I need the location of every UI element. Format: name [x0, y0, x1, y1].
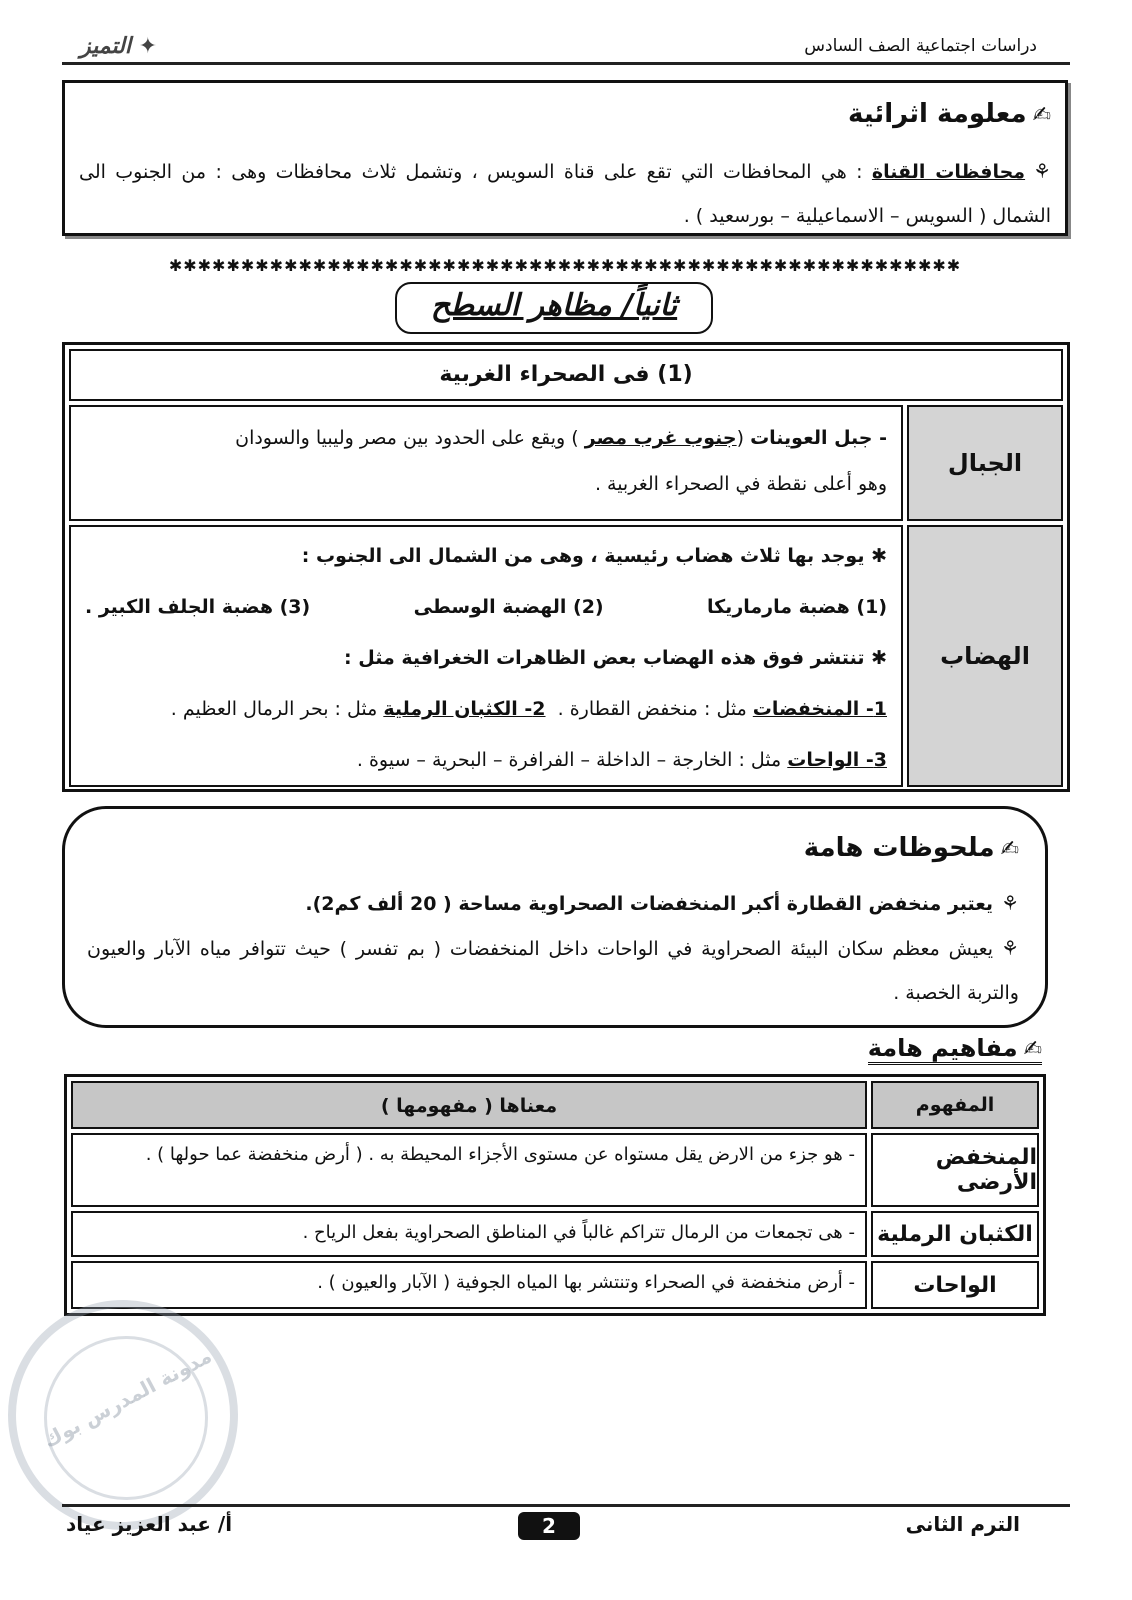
- plateaus-list: [85, 582, 887, 633]
- pen-icon: ✍: [1032, 103, 1051, 128]
- plateau-item: (2) الهضبة الوسطى: [413, 596, 604, 618]
- stamp-text: مدونة المدرس بوك: [39, 1343, 216, 1453]
- header-divider: [62, 62, 1070, 65]
- phenomena-line-2: 3- الواحات مثل : الخارجة – الداخلة – الفرافرة – البحرية – سيوة .: [356, 749, 887, 771]
- concept-meaning: - هى تجمعات من الرمال تتراكم غالباً في المناطق الصحراوية بفعل الرياح .: [71, 1211, 867, 1257]
- enrichment-info-box: [62, 80, 1068, 236]
- section-title: ثانياً/ مظاهر السطح: [430, 288, 678, 323]
- watermark-stamp: [8, 1300, 238, 1530]
- plateaus-label: الهضاب: [907, 525, 1063, 787]
- pen-icon: ✍: [1000, 837, 1019, 862]
- notes-text: [87, 881, 1019, 1015]
- notes-title: ✍ملحوظات هامة: [803, 833, 1019, 863]
- info-box-title: ✍معلومة اثرائية: [848, 99, 1051, 129]
- concept-term: الواحات: [871, 1261, 1039, 1309]
- palm-bullet-icon: ⚘: [1001, 936, 1019, 960]
- section-title-frame: [395, 282, 713, 334]
- mountains-label: الجبال: [907, 405, 1063, 521]
- western-desert-table: [62, 342, 1070, 792]
- header-brand-logo: [80, 34, 157, 59]
- info-term: محافظات القناة: [871, 161, 1026, 183]
- concept-meaning: - أرض منخفضة في الصحراء وتنتشر بها المياه الجوفية ( الآبار والعيون ) .: [71, 1261, 867, 1309]
- palm-bullet-icon: ⚘: [1001, 891, 1019, 915]
- plateau-item: (3) هضبة الجلف الكبير .: [85, 596, 311, 618]
- concept-term: المنخفض الأرضى: [871, 1133, 1039, 1207]
- table-row: [71, 1211, 1039, 1257]
- note-item: ⚘يعتبر منخفض القطارة أكبر المنخفضات الصحراوية مساحة ( 20 ألف كم2).: [305, 891, 1019, 915]
- plateaus-intro: ✱ يوجد بها ثلاث هضاب رئيسية ، وهى من الشمال الى الجنوب :: [301, 545, 887, 567]
- info-definition: : هي المحافظات التي تقع على قناة السويس ، وتشمل ثلاث محافظات وهى : من الجنوب الى الشمال ( السويس – الاسماعيلية – بورسعيد ) .: [79, 161, 1051, 227]
- note-item: ⚘يعيش معظم سكان البيئة الصحراوية في الواحات داخل المنخفضات ( بم تفسر ) حيث تتوافر مياه الآبار والعيون والتربة الخصبة .: [87, 936, 1019, 1004]
- important-notes-box: [62, 806, 1048, 1028]
- table-row: [71, 1261, 1039, 1309]
- col-meaning-header: معناها ( مفهومها ): [71, 1081, 867, 1129]
- plateaus-content: [69, 525, 903, 787]
- concepts-header-row: [71, 1081, 1039, 1129]
- concept-meaning: - هو جزء من الارض يقل مستواه عن مستوى الأجزاء المحيطة به . ( أرض منخفضة عما حولها ) .: [71, 1133, 867, 1207]
- footer-term: الترم الثانى: [905, 1512, 1020, 1536]
- star-separator: ✱✱✱✱✱✱✱✱✱✱✱✱✱✱✱✱✱✱✱✱✱✱✱✱✱✱✱✱✱✱✱✱✱✱✱✱✱✱✱✱✱✱✱✱✱✱✱✱✱✱✱✱✱✱✱: [168, 258, 962, 274]
- info-box-text: [79, 149, 1051, 238]
- brand-text: التميز: [80, 34, 131, 59]
- pen-icon: ✍: [1023, 1037, 1042, 1062]
- table-row: [71, 1133, 1039, 1207]
- desert-table-heading: (1) فى الصحراء الغربية: [69, 349, 1063, 401]
- concepts-title: ✍مفاهيم هامة: [868, 1034, 1042, 1065]
- star-swoosh-icon: ✦: [138, 34, 158, 59]
- concept-term: الكثبان الرملية: [871, 1211, 1039, 1257]
- phenomena-intro: ✱ تنتشر فوق هذه الهضاب بعض الظاهرات الخغرافية مثل :: [344, 647, 887, 669]
- page-number: 2: [518, 1512, 580, 1540]
- palm-bullet-icon: ⚘: [1033, 159, 1052, 183]
- concepts-table: [64, 1074, 1046, 1316]
- footer-divider: [62, 1504, 1070, 1507]
- phenomena-line-1: 1- المنخفضات مثل : منخفض القطارة . 2- الكثبان الرملية مثل : بحر الرمال العظيم .: [170, 698, 887, 720]
- col-term-header: المفهوم: [871, 1081, 1039, 1129]
- mountains-line-1: - جبل العوينات (جنوب غرب مصر ) ويقع على الحدود بين مصر وليبيا والسودان: [235, 427, 887, 449]
- footer-author: أ/ عبد العزيز عياد: [66, 1512, 233, 1536]
- header-subject: دراسات اجتماعية الصف السادس: [804, 36, 1037, 56]
- mountains-content: [69, 405, 903, 521]
- plateau-item: (1) هضبة مارماريكا: [707, 596, 887, 618]
- mountains-line-2: وهو أعلى نقطة في الصحراء الغربية .: [594, 473, 887, 495]
